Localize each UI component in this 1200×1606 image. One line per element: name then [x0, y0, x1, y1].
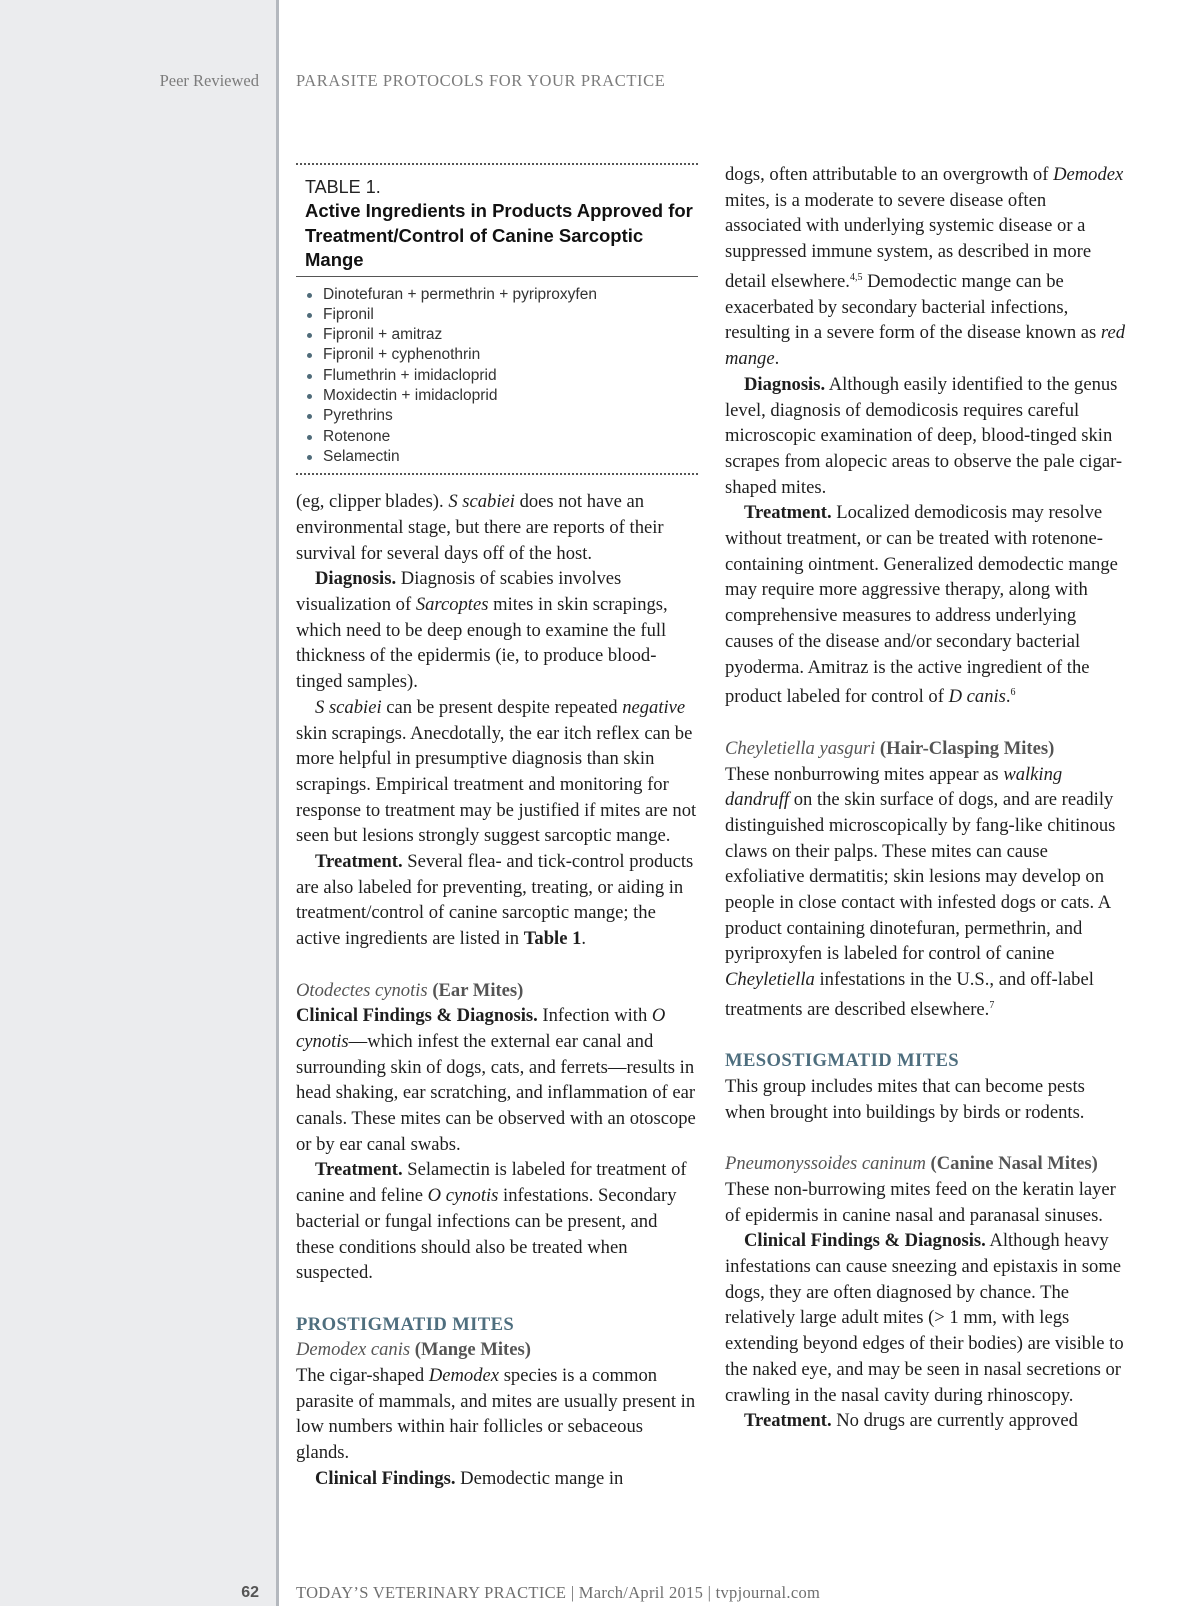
list-item: Moxidectin + imidacloprid [305, 386, 698, 406]
left-column [296, 163, 698, 1492]
paragraph: (eg, clipper blades). S scabiei does not have an environmental stage, but there are reports of their survival for several days off of the host. [296, 491, 664, 564]
paragraph: This group includes mites that can become pests when brought into buildings by birds or rodents. [725, 1076, 1085, 1123]
paragraph: Treatment. Several flea- and tick-control products are also labeled for preventing, treating, or aiding in treatment/control of canine sarcoptic mange; the active ingredients are listed in Table 1. [296, 851, 694, 950]
paragraph: Clinical Findings & Diagnosis. Although heavy infestations can cause sneezing and epistaxis in some dogs, they are often diagnosed by chance. The relatively large adult mites (> 1 mm, with legs extending beyond edges of their bodies) are visible to the naked eye, and may be seen in nasal secretions or crawling in the nasal cavity during rhinoscopy. [725, 1230, 1124, 1406]
list-item: Pyrethrins [305, 406, 698, 426]
species-heading: Otodectes cynotis (Ear Mites) [296, 979, 524, 1001]
paragraph: Treatment. Selamectin is labeled for treatment of canine and feline O cynotis infestations. Secondary bacterial or fungal infections can be present, and these conditions should also be treated when suspected. [296, 1159, 687, 1284]
paragraph: The cigar-shaped Demodex species is a common parasite of mammals, and mites are usually present in low numbers within hair follicles or sebaceous glands. [296, 1365, 696, 1464]
paragraph: Treatment. No drugs are currently approved [744, 1410, 1078, 1432]
running-head-left: Peer Reviewed [159, 71, 259, 90]
paragraph: These nonburrowing mites appear as walking dandruff on the skin surface of dogs, and are readily distinguished microscopically by fang-like chitinous claws on their palps. These mites can cause exfoliative dermatitis; skin lesions may develop on people in close contact with infested dogs or cats. A product containing dinotefuran, permethrin, and pyriproxyfen is labeled for control of canine Cheyletiella infestations in the U.S., and off-label treatments are described elsewhere.$^7$ [725, 763, 1116, 1021]
species-heading: Cheyletiella yasguri (Hair-Clasping Mites) [725, 737, 1055, 759]
list-item: Fipronil + amitraz [305, 325, 698, 345]
paragraph: S scabiei can be present despite repeated negative skin scrapings. Anecdotally, the ear itch reflex can be more helpful in presumptive diagnosis than skin scrapings. Empirical treatment and monitoring for response to treatment may be justified if mites are not seen but lesions strongly suggest sarcoptic mange. [296, 696, 697, 847]
table-divider [296, 276, 698, 277]
species-heading: Demodex canis (Mange Mites) [296, 1339, 531, 1361]
paragraph: Treatment. Localized demodicosis may resolve without treatment, or can be treated with rotenone-containing ointment. Generalized demodectic mange may require more aggressive therapy, along with comprehensive measures to address underlying causes of the disease and/or secondary bacterial pyoderma. Amitraz is the active ingredient of the product labeled for control of D canis.$^6$ [725, 502, 1118, 708]
table-1 [296, 163, 698, 475]
list-item: Flumethrin + imidacloprid [305, 366, 698, 386]
paragraph: Clinical Findings & Diagnosis. Infection with O cynotis—which infest the external ear canal and surrounding skin of dogs, cats, and ferrets—results in head shaking, ear scratching, and inflammation of ear canals. These mites can be observed with an otoscope or by ear canal swabs. [296, 1005, 696, 1155]
right-column [725, 162, 1125, 1434]
paragraph: Diagnosis. Diagnosis of scabies involves visualization of Sarcoptes mites in skin scrapings, which need to be deep enough to examine the full thickness of the epidermis (ie, to produce blood-tinged samples). [296, 568, 668, 693]
gutter-divider [276, 0, 279, 1606]
list-item: Fipronil + cyphenothrin [305, 345, 698, 365]
table-title: Active Ingredients in Products Approved for Treatment/Control of Canine Sarcoptic Mange [305, 200, 693, 270]
list-item: Rotenone [305, 427, 698, 447]
section-heading: PROSTIGMATID MITES [296, 1313, 515, 1335]
paragraph: Diagnosis. Although easily identified to the genus level, diagnosis of demodicosis requires careful microscopic examination of deep, blood-tinged skin scrapes from alopecic areas to observe the pale cigar-shaped mites. [725, 373, 1123, 498]
paragraph: Clinical Findings. Demodectic mange in [315, 1467, 624, 1489]
paragraph: dogs, often attributable to an overgrowth of Demodex mites, is a moderate to severe disease often associated with underlying systemic disease or a suppressed immune system, as described in more detail elsewhere.$^{4,5}$ Demodectic mange can be exacerbated by secondary bacterial infections, resulting in a severe form of the disease known as red mange. [725, 164, 1126, 370]
section-heading: MESOSTIGMATID MITES [725, 1050, 960, 1072]
paragraph: These non-burrowing mites feed on the keratin layer of epidermis in canine nasal and paranasal sinuses. [725, 1178, 1116, 1226]
page-number: 62 [241, 1584, 259, 1601]
page-gutter [0, 0, 276, 1606]
running-head-right: PARASITE PROTOCOLS FOR YOUR PRACTICE [296, 71, 666, 90]
table-label: TABLE 1. [305, 177, 381, 197]
list-item: Selamectin [305, 447, 698, 467]
footer-journal: TODAY’S VETERINARY PRACTICE | March/April 2015 | tvpjournal.com [296, 1583, 821, 1602]
list-item: Dinotefuran + permethrin + pyriproxyfen [305, 285, 698, 305]
list-item: Fipronil [305, 305, 698, 325]
ingredient-list [305, 285, 698, 468]
species-heading: Pneumonyssoides caninum (Canine Nasal Mites) [725, 1153, 1098, 1175]
